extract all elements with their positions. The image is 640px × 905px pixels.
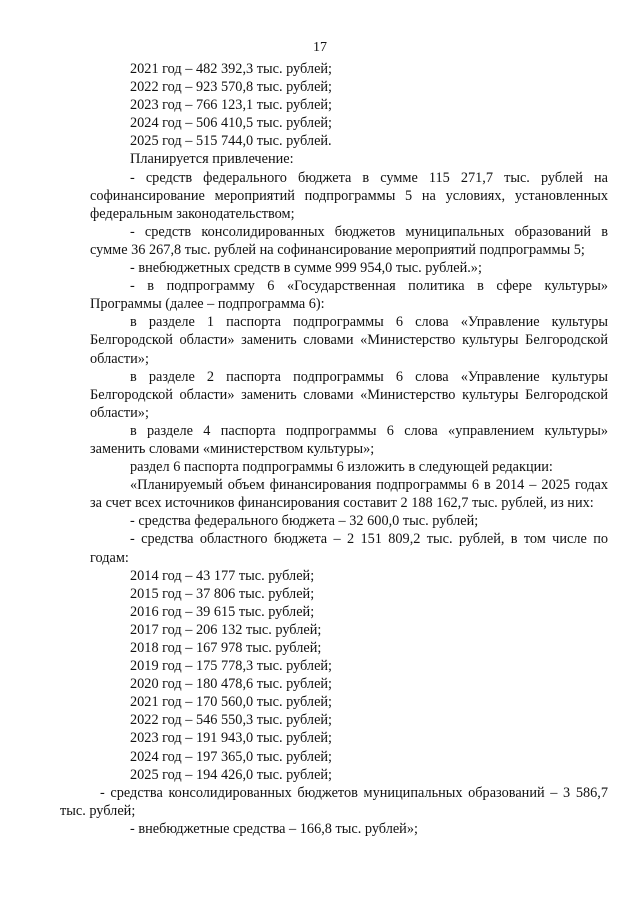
document-body	[60, 60, 608, 838]
year-line: 2024 год – 197 365,0 тыс. рублей;	[130, 748, 333, 765]
subprogram-6-paragraph: - в подпрограмму 6 «Государственная политика в сфере культуры» Программы (далее – подпрограмма 6):	[90, 278, 608, 313]
year-line: 2023 год – 191 943,0 тыс. рублей;	[130, 730, 333, 747]
year-line: 2014 год – 43 177 тыс. рублей;	[130, 567, 315, 584]
section-1-paragraph: в разделе 1 паспорта подпрограммы 6 слова «Управление культуры Белгородской области» заменить словами «Министерство культуры Белгородской области»;	[90, 314, 608, 367]
year-line: 2023 год – 766 123,1 тыс. рублей;	[130, 97, 333, 114]
offbudget-funds-line: - внебюджетные средства – 166,8 тыс. рублей»;	[130, 820, 418, 837]
year-line: 2021 год – 482 392,3 тыс. рублей;	[130, 61, 333, 77]
year-line: 2017 год – 206 132 тыс. рублей;	[130, 621, 322, 638]
plan-intro: Планируется привлечение:	[130, 151, 294, 168]
year-line: 2022 год – 546 550,3 тыс. рублей;	[130, 712, 333, 729]
offbudget-paragraph: - внебюджетных средств в сумме 999 954,0 тыс. рублей.»;	[130, 260, 482, 277]
municipal-budget-paragraph: - средств консолидированных бюджетов муниципальных образований в сумме 36 267,8 тыс. рублей на софинансирование мероприятий подпрограммы 5;	[90, 223, 608, 258]
regional-funds-paragraph: - средства областного бюджета – 2 151 809,2 тыс. рублей, в том числе по годам:	[90, 531, 608, 566]
year-line: 2025 год – 515 744,0 тыс. рублей.	[130, 133, 332, 150]
year-line: 2019 год – 175 778,3 тыс. рублей;	[130, 658, 333, 675]
year-line: 2024 год – 506 410,5 тыс. рублей;	[130, 115, 333, 132]
year-line: 2016 год – 39 615 тыс. рублей;	[130, 603, 315, 620]
page-number: 17	[313, 40, 327, 55]
section-2-paragraph: в разделе 2 паспорта подпрограммы 6 слова «Управление культуры Белгородской области» заменить словами «Министерство культуры Белгородской области»;	[90, 368, 608, 421]
section-4-paragraph: в разделе 4 паспорта подпрограммы 6 слова «управлением культуры» заменить словами «министерством культуры»;	[90, 422, 608, 457]
year-line: 2018 год – 167 978 тыс. рублей;	[130, 640, 322, 656]
planned-financing-paragraph: «Планируемый объем финансирования подпрограммы 6 в 2014 – 2025 годах за счет всех источников финансирования составит 2 188 162,7 тыс. рублей, из них:	[90, 477, 608, 512]
year-line: 2022 год – 923 570,8 тыс. рублей;	[130, 79, 333, 96]
municipal-funds-paragraph: - средства консолидированных бюджетов муниципальных образований – 3 586,7 тыс. рублей;	[60, 784, 608, 819]
section-6-paragraph: раздел 6 паспорта подпрограммы 6 изложить в следующей редакции:	[130, 459, 553, 476]
federal-funds-line: - средства федерального бюджета – 32 600,0 тыс. рублей;	[130, 513, 479, 530]
year-line: 2025 год – 194 426,0 тыс. рублей;	[130, 766, 333, 783]
year-line: 2020 год – 180 478,6 тыс. рублей;	[130, 676, 333, 693]
year-line: 2015 год – 37 806 тыс. рублей;	[130, 585, 315, 602]
federal-budget-paragraph: - средств федерального бюджета в сумме 115 271,7 тыс. рублей на софинансирование мероприятий подпрограммы 5 на условиях, установленных федеральным законодательством;	[90, 169, 608, 222]
year-line: 2021 год – 170 560,0 тыс. рублей;	[130, 694, 333, 711]
